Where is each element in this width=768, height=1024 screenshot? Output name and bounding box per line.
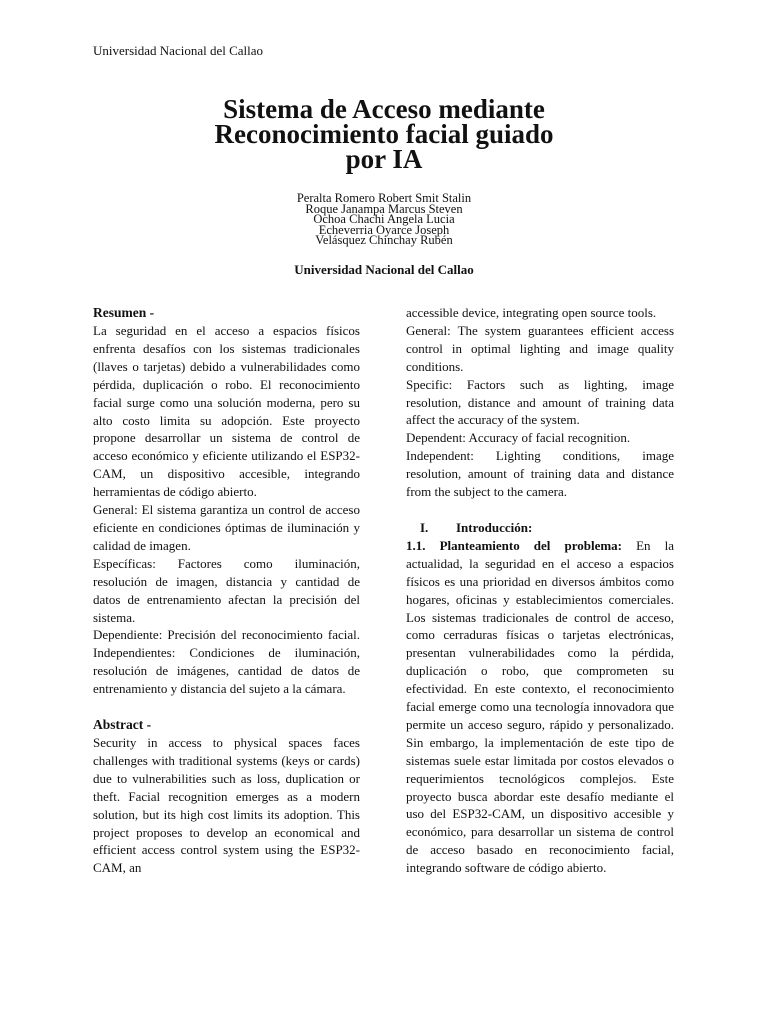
abstract-independent: Independent: Lighting conditions, image resolution, amount of training data and distance from the subject to the camera. (406, 448, 674, 500)
author-name: Roque Janampa Marcus Steven (305, 201, 463, 216)
author-name: Velásquez Chinchay Rubén (315, 233, 453, 248)
abstract-specific: Specific: Factors such as lighting, image resolution, distance and amount of training data affect the accuracy of the system. (406, 376, 674, 428)
abstract-heading: Abstract - (93, 717, 152, 733)
subsection-label: 1.1. Planteamiento del problema: (406, 537, 623, 553)
introduccion-heading (406, 519, 674, 537)
title-line-1: Sistema de Acceso mediante (223, 94, 545, 124)
section-number: I. (420, 519, 429, 535)
author-list (0, 193, 768, 246)
abstract-general: General: The system guarantees efficient access control in optimal lighting and image quality conditions. (406, 322, 674, 374)
title-line-3: por IA (345, 144, 423, 174)
author-name: Echeverria Oyarce Joseph (318, 222, 450, 237)
running-header: Universidad Nacional del Callao (93, 43, 264, 58)
resumen-heading: Resumen - (93, 305, 155, 320)
right-column (406, 304, 674, 877)
title-line-2: Reconocimiento facial guiado (214, 119, 554, 149)
affiliation: Universidad Nacional del Callao (294, 262, 474, 277)
planteamiento-paragraph (406, 537, 674, 877)
resumen-body: La seguridad en el acceso a espacios físicos enfrenta desafíos con los sistemas tradicionales (llaves o tarjetas) debido a vulnerabilidades como pérdida, duplicación o robo. El reconocimiento facial surge como una solución moderna, pero su alto costo limita su adopción. Este proyecto propone desarrollar un sistema de control de acceso económico y eficiente utilizando el ESP32-CAM, un dispositivo accesible, integrando herramientas de código abierto. (93, 323, 360, 500)
abstract-dependent: Dependent: Accuracy of facial recognition. (406, 430, 631, 446)
resumen-especificas: Específicas: Factores como iluminación, resolución de imagen, distancia y cantidad de datos de entrenamiento afectan la precisión del sistema. (93, 555, 360, 625)
paper-title (0, 94, 768, 174)
abstract-body-continued: accessible device, integrating open source tools. (406, 305, 657, 320)
section-title: Introducción: (456, 519, 533, 535)
abstract-body: Security in access to physical spaces faces challenges with traditional systems (keys or cards) due to vulnerabilities such as loss, duplication or theft. Facial recognition emerges as a modern solution, but its high cost limits its adoption. This project proposes to develop an economical and efficient access control system using the ESP32-CAM, an (93, 735, 360, 876)
resumen-general: General: El sistema garantiza un control de acceso eficiente en condiciones óptimas de iluminación y calidad de imagen. (93, 502, 360, 553)
resumen-dependiente: Dependiente: Precisión del reconocimiento facial. Independientes: Condiciones de iluminación, resolución de imágenes, cantidad de datos de entrenamiento y distancia del sujeto a la cámara. (93, 627, 360, 697)
author-name: Ochoa Chachi Angela Lucia (313, 212, 455, 227)
author-name: Peralta Romero Robert Smit Stalin (296, 191, 472, 205)
left-column (93, 304, 360, 877)
planteamiento-body: En la actualidad, la seguridad en el acceso a espacios físicos es una prioridad en diversos ámbitos como hogares, oficinas y establecimientos comerciales. Los sistemas tradicionales de control de acceso, como cerraduras físicas o tarjetas electrónicas, presentan vulnerabilidades como la pérdida, duplicación o robo, que comprometen su efectividad. En este contexto, el reconocimiento facial emerge como una tecnología innovadora que permite un acceso seguro, rápido y personalizado. Sin embargo, la implementación de este tipo de sistemas suele estar limitada por costos elevados o requerimientos tecnológicos complejos. Este proyecto busca abordar este desafío mediante el uso del ESP32-CAM, un dispositivo accesible y económico, para desarrollar un sistema de control de acceso basado en reconocimiento facial, integrando software de código abierto. (406, 537, 674, 876)
